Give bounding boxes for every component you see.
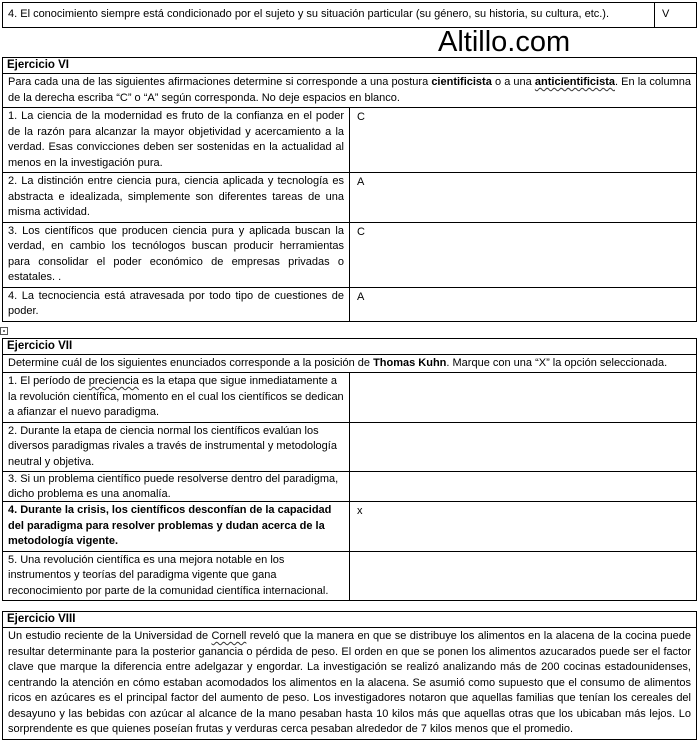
table-header-row bbox=[3, 612, 697, 628]
statement-text: 5. Una revolución científica es una mejora notable en los instrumentos y teorías del paradigma vigente que gana reconocimiento por parte de la comunidad científica internacional. bbox=[3, 551, 350, 601]
answer-cell[interactable]: V bbox=[655, 3, 697, 28]
table-header-row bbox=[3, 58, 697, 74]
document-page bbox=[0, 2, 700, 735]
statement-row bbox=[3, 472, 697, 502]
instructions-text: o a una bbox=[491, 76, 535, 88]
statement-row bbox=[3, 222, 697, 287]
statement-text: 3. Si un problema científico puede resolverse dentro del paradigma, dicho problema es una anomalía. bbox=[3, 472, 350, 502]
statement-text: 2. Durante la etapa de ciencia normal los científicos evalúan los diversos paradigmas rivales a través de instrumental y metodología neutral y objetiva. bbox=[3, 422, 350, 472]
exercise-vi-instructions bbox=[3, 74, 697, 108]
term-thomas-kuhn: Thomas Kuhn bbox=[373, 356, 447, 369]
exercise-vi-title: Ejercicio VI bbox=[3, 58, 697, 74]
term-anticientificista: anticientificista bbox=[534, 76, 615, 88]
instructions-row bbox=[3, 354, 697, 373]
answer-cell[interactable]: A bbox=[350, 173, 697, 223]
term-preciencia: preciencia bbox=[88, 375, 139, 387]
previous-exercise-table-fragment bbox=[2, 2, 697, 28]
exercise-vi-table bbox=[2, 57, 697, 322]
instructions-row bbox=[3, 74, 697, 108]
table-header-row bbox=[3, 338, 697, 354]
instructions-text: Determine cuál de los siguientes enunciados corresponde a la posición de bbox=[8, 356, 374, 369]
altillo-watermark: Altillo.com bbox=[438, 26, 571, 58]
exercise-vii-title: Ejercicio VII bbox=[3, 338, 697, 354]
instructions-text: . En la columna de la derecha escriba “C” o “A” según corresponda. No deje espacios en blanco. bbox=[8, 76, 691, 104]
statement-text: 2. La distinción entre ciencia pura, ciencia aplicada y tecnología es abstracta e idealizada, simplemente son diferentes tareas de una misma actividad. bbox=[3, 173, 350, 223]
answer-cell[interactable] bbox=[350, 551, 697, 601]
statement-row bbox=[3, 422, 697, 472]
statement-row bbox=[3, 108, 697, 173]
statement-text bbox=[3, 373, 350, 423]
exercise-vii-instructions bbox=[3, 354, 697, 373]
term-cientificista: cientificista bbox=[431, 76, 492, 88]
answer-cell[interactable] bbox=[350, 373, 697, 423]
statement-text: 4. Durante la crisis, los científicos desconfían de la capacidad del paradigma para resolver problemas y dudan acerca de la metodología vigente. bbox=[3, 502, 350, 552]
table-row bbox=[3, 3, 697, 28]
statement-row-selected bbox=[3, 502, 697, 552]
statement-text: 4. El conocimiento siempre está condicionado por el sujeto y su situación particular (su género, su historia, su cultura, etc.). bbox=[3, 3, 655, 28]
statement-text: 3. Los científicos que producen ciencia pura y aplicada buscan la verdad, en cambio los tecnólogos buscan producir herramientas para consolidar el poder económico de empresas privadas o estatales. . bbox=[3, 222, 350, 287]
statement-text: 4. La tecnociencia está atravesada por todo tipo de cuestiones de poder. bbox=[3, 287, 350, 321]
answer-cell[interactable]: C bbox=[350, 222, 697, 287]
answer-cell[interactable]: x bbox=[350, 502, 697, 552]
statement-row bbox=[3, 551, 697, 601]
answer-cell[interactable] bbox=[350, 422, 697, 472]
statement-text: 1. La ciencia de la modernidad es fruto de la confianza en el poder de la razón para alcanzar la mayor objetividad y acercamiento a la verdad. Esas convicciones deben ser sostenidas en la actualidad al menos en la investigación pura. bbox=[3, 108, 350, 173]
paragraph-part: reveló que la manera en que se distribuye los alimentos en la alacena de la cocina puede resultar determinante para la posterior ganancia o pérdida de peso. El orden en que se ponen los alimentos azucarados puede ser el factor clave que marque la diferencia entre adelgazar y engordar. La investigación se realizó analizando más de 200 cocinas estadounidenses, centrando la atención en cómo estaban acomodados los alimentos en la alacena. Se asumió como supuesto que el consumo de alimentos ricos en azúcares es el principal factor del aumento de peso. Los investigadores notaron que aquellas familias que tenían los cereales del desayuno y las bebidas con azúcar al alcance de la mano pesaban hasta 10 kilos más que aquellas otras que los ubicaban más lejos. Lo sorprendente es que quienes poseían frutas y verduras cerca pesaban alrededor de 7 kilos menos que el promedio. bbox=[8, 630, 691, 735]
exercise-viii-paragraph bbox=[3, 628, 697, 740]
answer-cell[interactable] bbox=[350, 472, 697, 502]
instructions-text: . Marque con una “X” la opción seleccionada. bbox=[446, 356, 668, 369]
exercise-viii-table bbox=[2, 611, 697, 740]
exercise-viii-title: Ejercicio VIII bbox=[3, 612, 697, 628]
exercise-vii-table bbox=[2, 338, 697, 602]
statement-row bbox=[3, 287, 697, 321]
statement-part: 1. El período de bbox=[8, 375, 89, 387]
paragraph-row bbox=[3, 628, 697, 740]
instructions-text: Para cada una de las siguientes afirmaciones determine si corresponde a una postura bbox=[8, 76, 432, 88]
table-anchor-marker bbox=[0, 327, 8, 335]
statement-row bbox=[3, 373, 697, 423]
answer-cell[interactable]: C bbox=[350, 108, 697, 173]
statement-part: es la etapa que sigue inmediatamente a la revolución científica, momento en el cual los científicos se dedican a afianzar el nuevo paradigma. bbox=[8, 375, 344, 418]
paragraph-part: Un estudio reciente de la Universidad de bbox=[8, 630, 212, 642]
answer-cell[interactable]: A bbox=[350, 287, 697, 321]
statement-row bbox=[3, 173, 697, 223]
term-cornell: Cornell bbox=[211, 630, 247, 642]
